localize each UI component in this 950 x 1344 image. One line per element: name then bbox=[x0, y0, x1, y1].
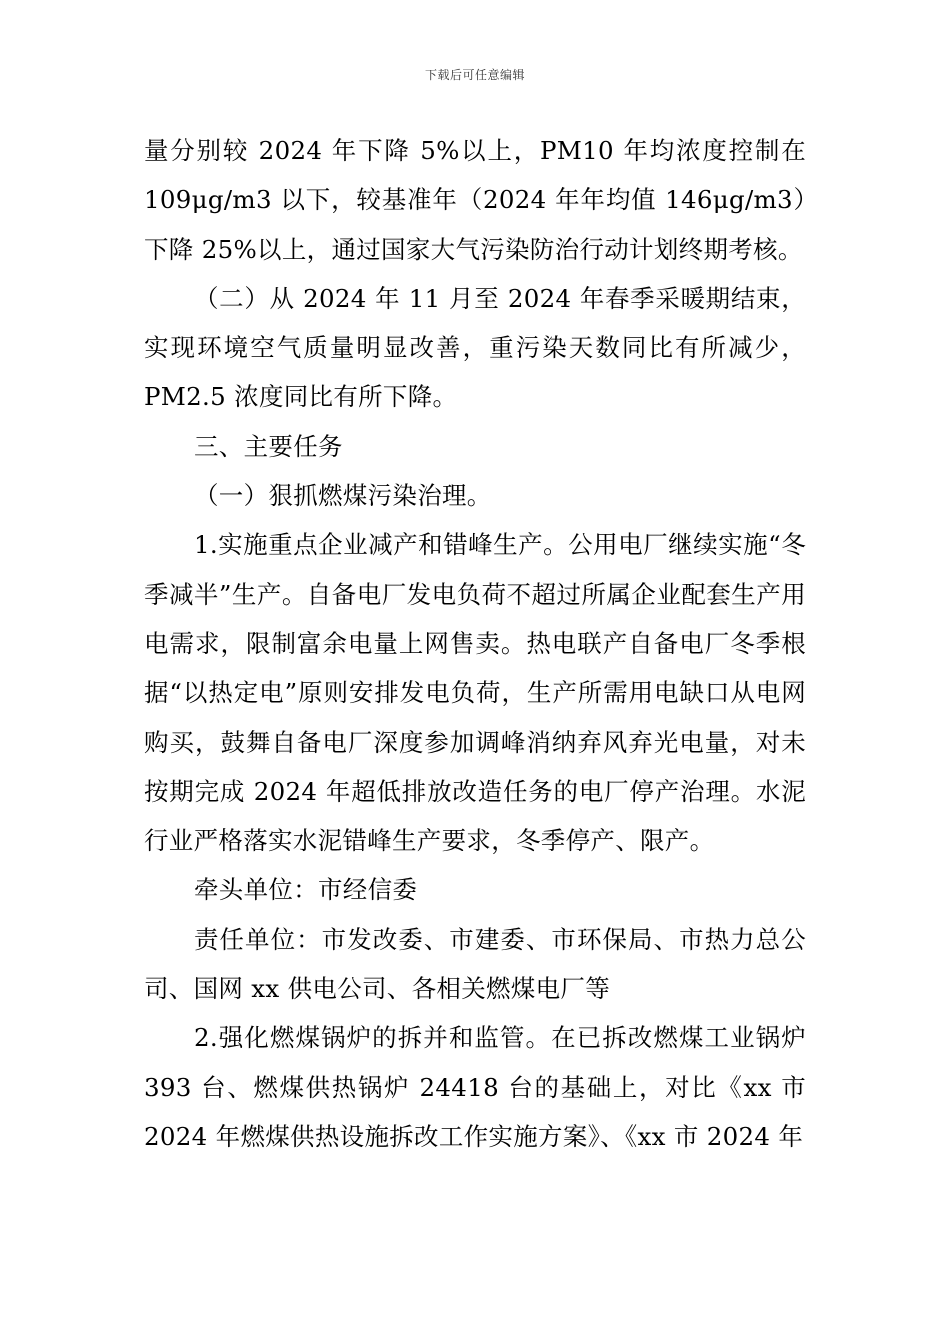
paragraph-goal-two: （二）从 2024 年 11 月至 2024 年春季采暖期结束，实现环境空气质量明显改善，重污染天数同比有所减少，PM2.5 浓度同比有所下降。 bbox=[144, 283, 806, 412]
paragraph-targets-continued: 量分别较 2024 年下降 5%以上，PM10 年均浓度控制在 109μg/m3 以下，较基准年（2024 年年均值 146μg/m3）下降 25%以上，通过国家大气污染防治行动计划终期考核。 bbox=[144, 136, 806, 264]
page-header-note: 下载后可任意编辑 bbox=[424, 68, 525, 82]
section-heading-main-tasks: 三、主要任务 bbox=[194, 431, 343, 461]
paragraph-task-2: 2.强化燃煤锅炉的拆并和监管。在已拆改燃煤工业锅炉 393 台、燃煤供热锅炉 24418 台的基础上，对比《xx 市 2024 年燃煤供热设施拆改工作实施方案》、《xx 市 2024 年 bbox=[144, 1023, 806, 1151]
document-body bbox=[144, 126, 806, 1161]
responsible-units-line: 责任单位：市发改委、市建委、市环保局、市热力总公司、国网 xx 供电公司、各相关燃煤电厂等 bbox=[144, 924, 806, 1004]
paragraph-task-1: 1.实施重点企业减产和错峰生产。公用电厂继续实施“冬季减半”生产。自备电厂发电负荷不超过所属企业配套生产用电需求，限制富余电量上网售卖。热电联产自备电厂冬季根据“以热定电”原则安排发电负荷，生产所需用电缺口从电网购买，鼓舞自备电厂深度参加调峰消纳弃风弃光电量，对未按期完成 2024 年超低排放改造任务的电厂停产治理。水泥行业严格落实水泥错峰生产要求，冬季停产、限产。 bbox=[144, 530, 806, 856]
lead-unit-line: 牵头单位：市经信委 bbox=[194, 875, 418, 905]
subsection-heading-coal: （一）狠抓燃煤污染治理。 bbox=[194, 481, 492, 511]
